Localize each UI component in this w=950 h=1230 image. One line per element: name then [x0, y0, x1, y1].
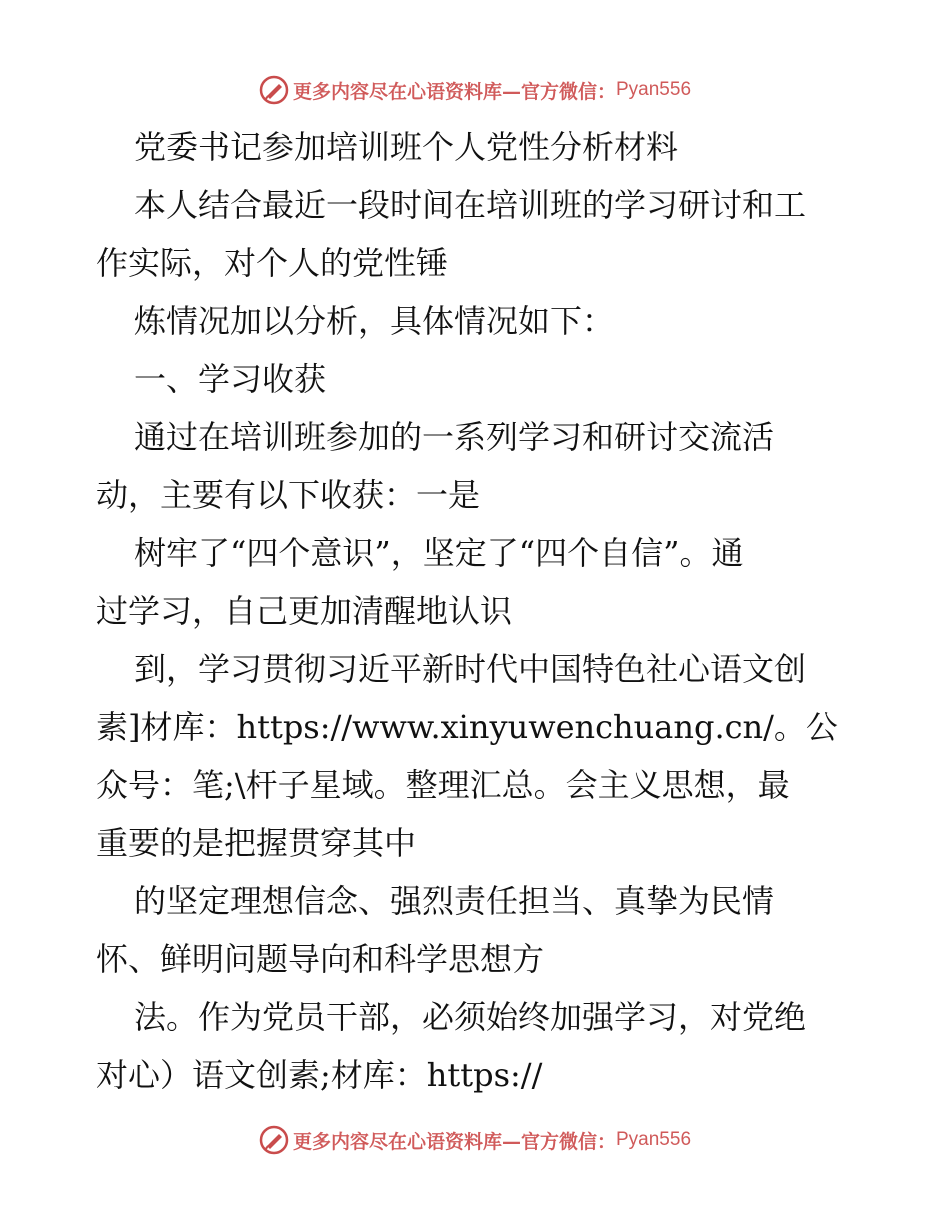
quill-logo-icon	[259, 75, 289, 105]
paragraph-line: 重要的是把握贯穿其中	[96, 824, 417, 862]
paragraph-line: 通过在培训班参加的一系列学习和研讨交流活	[134, 418, 775, 456]
paragraph-line: 法。作为党员干部，必须始终加强学习，对党绝	[134, 998, 807, 1036]
paragraph-line: 到，学习贯彻习近平新时代中国特色社心语文创	[134, 650, 807, 688]
footer-banner	[0, 1120, 950, 1160]
paragraph-line: 素]材库：https://www.xinyuwenchuang.cn/。公	[96, 708, 838, 746]
banner-text: 更多内容尽在心语资料库—官方微信：	[292, 80, 616, 103]
wechat-id: Pyan556	[616, 1129, 692, 1150]
paragraph-line: 树牢了“四个意识”，坚定了“四个自信”。通	[134, 534, 744, 572]
paragraph-line: 本人结合最近一段时间在培训班的学习研讨和工	[134, 186, 807, 224]
paragraph-line: 动，主要有以下收获：一是	[96, 476, 481, 514]
paragraph-line: 过学习，自己更加清醒地认识	[96, 592, 513, 630]
paragraph-line: 众号：笔;\杆子星域。整理汇总。会主义思想，最	[96, 766, 790, 804]
document-title: 党委书记参加培训班个人党性分析材料	[134, 128, 679, 166]
quill-logo-icon	[259, 1125, 289, 1155]
wechat-id: Pyan556	[616, 79, 692, 100]
paragraph-line: 炼情况加以分析，具体情况如下：	[134, 302, 615, 340]
paragraph-line: 怀、鲜明问题导向和科学思想方	[96, 940, 545, 978]
paragraph-line: 作实际，对个人的党性锤	[96, 244, 449, 282]
document-body	[96, 118, 856, 1104]
header-banner	[0, 70, 950, 110]
banner-text: 更多内容尽在心语资料库—官方微信：	[292, 1130, 616, 1153]
paragraph-line: 的坚定理想信念、强烈责任担当、真挚为民情	[134, 882, 775, 920]
section-heading: 一、学习收获	[134, 360, 327, 398]
paragraph-line: 对心）语文创素;材库：https://	[96, 1056, 543, 1094]
